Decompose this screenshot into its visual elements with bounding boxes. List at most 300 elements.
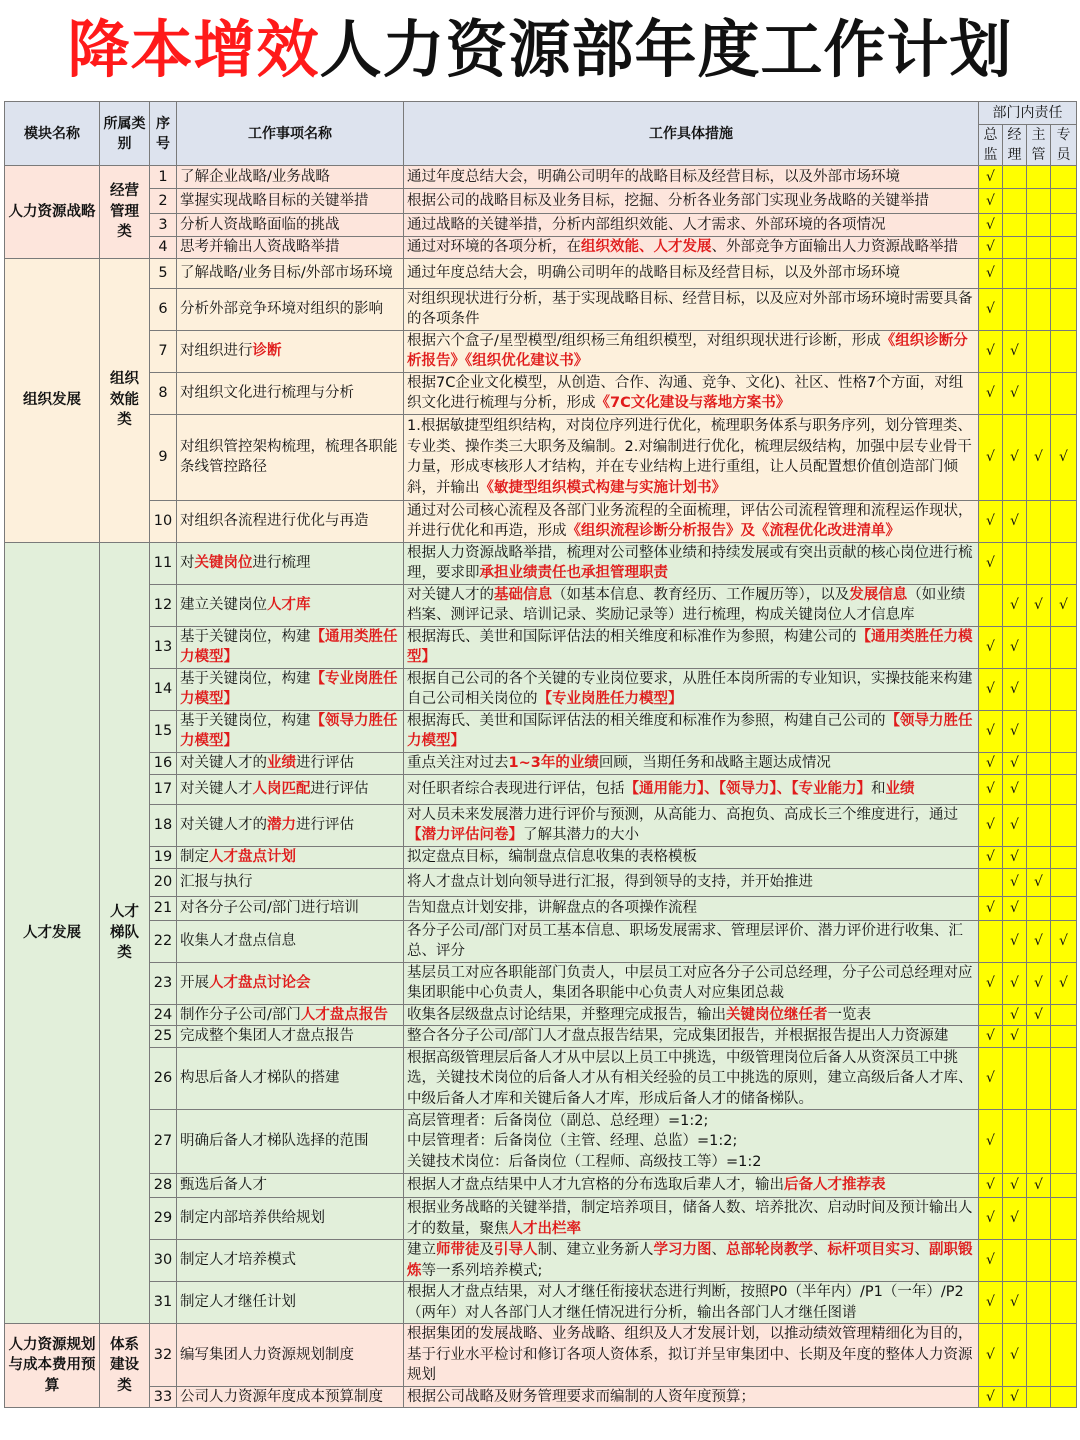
task-name	[177, 668, 404, 710]
check-supervisor	[1027, 1386, 1051, 1408]
row-number: 11	[150, 542, 177, 584]
measure-text: 制、建立业务新人	[537, 1242, 654, 1258]
check-director: √	[979, 846, 1003, 868]
measure-text: 1.根据敏捷型组织结构，对岗位序列进行优化，梳理职务体系与职务序列，划分管理类、专业类、操作类三大职务及编制。2.对编制进行优化，梳理层级结构，加强中层专业骨干力量，形成枣核形人才结构，并在专业结构上进行重组，让人员配置想价值创造部门倾斜，并输出	[407, 418, 972, 496]
check-manager: √	[1003, 626, 1027, 668]
task-name-text: 对关键人才	[180, 780, 253, 797]
measure-text: 通过对环境的各项分析，在	[407, 239, 581, 255]
task-measures	[404, 584, 979, 626]
measure-text: 、	[813, 1242, 828, 1258]
task-measures	[404, 920, 979, 962]
check-director	[979, 868, 1003, 896]
check-specialist	[1051, 1386, 1077, 1408]
measure-text: 重点关注对过去	[407, 754, 509, 771]
task-name-highlight: 诊断	[252, 342, 282, 359]
table-row	[5, 846, 1077, 868]
task-measures	[404, 752, 979, 774]
category-name: 组织效能类	[100, 258, 150, 542]
check-specialist: √	[1051, 414, 1077, 500]
check-supervisor	[1027, 804, 1051, 846]
check-supervisor	[1027, 774, 1051, 804]
measure-highlight: 《敏捷型组织模式构建与实施计划书》	[479, 479, 726, 496]
check-director: √	[979, 752, 1003, 774]
check-supervisor: √	[1027, 962, 1051, 1004]
measure-text: 根据公司战略及财务管理要求而编制的人资年度预算；	[407, 1388, 755, 1405]
task-name	[177, 804, 404, 846]
check-specialist	[1051, 1198, 1077, 1240]
measure-text: 根据集团的发展战略、业务战略、组织及人才发展计划，以推动绩效管理精细化为目的，基于行业水平检讨和修订各项人资体系，拟订并呈审集团中、长期及年度的整体人力资源规划	[407, 1326, 973, 1383]
check-manager	[1003, 166, 1027, 189]
row-number: 7	[150, 330, 177, 372]
check-specialist	[1051, 846, 1077, 868]
measure-text: 高层管理者：后备岗位（副总、总经理）=1:2;	[407, 1112, 709, 1129]
task-name-text: 开展	[180, 974, 209, 991]
table-row	[5, 237, 1077, 259]
check-supervisor	[1027, 330, 1051, 372]
row-number: 27	[150, 1110, 177, 1174]
task-name-text: 进行评估	[296, 754, 354, 771]
row-number: 14	[150, 668, 177, 710]
row-number: 26	[150, 1047, 177, 1110]
check-director	[979, 584, 1003, 626]
measure-highlight: 【通用能力】、【领导力】、【专业能力】	[624, 780, 871, 797]
task-name-text: 制定	[180, 848, 209, 865]
check-supervisor	[1027, 258, 1051, 288]
check-director: √	[979, 1047, 1003, 1110]
measure-text: （如基本信息、教育经历、工作履历等），以及	[552, 586, 850, 603]
check-manager: √	[1003, 1386, 1027, 1408]
check-director: √	[979, 668, 1003, 710]
check-director: √	[979, 288, 1003, 330]
module-name: 人力资源规划与成本费用预算	[5, 1324, 100, 1408]
table-row	[5, 584, 1077, 626]
task-name	[177, 1174, 404, 1198]
check-supervisor	[1027, 846, 1051, 868]
table-row	[5, 920, 1077, 962]
title-main: 人力资源部年度工作计划	[319, 13, 1013, 86]
measure-text: 及	[479, 1242, 494, 1258]
task-name-highlight: 【通用类胜任力模型】	[180, 628, 398, 665]
task-measures	[404, 414, 979, 500]
task-name-text: 对关键人才的	[180, 754, 267, 771]
measure-text: 将人才盘点计划向领导进行汇报，得到领导的支持，并开始推进	[407, 873, 813, 890]
row-number: 13	[150, 626, 177, 668]
header-measures: 工作具体措施	[404, 102, 979, 166]
measure-highlight: 组织效能、人才发展	[581, 239, 712, 255]
check-manager: √	[1003, 414, 1027, 500]
check-manager: √	[1003, 710, 1027, 752]
check-manager: √	[1003, 1282, 1027, 1324]
check-supervisor	[1027, 710, 1051, 752]
task-measures	[404, 1026, 979, 1048]
measure-text: 根据六个盒子/星型模型/组织杨三角组织模型，对组织现状进行诊断，形成	[407, 332, 881, 349]
check-manager	[1003, 1047, 1027, 1110]
check-supervisor: √	[1027, 868, 1051, 896]
check-manager: √	[1003, 584, 1027, 626]
table-row	[5, 214, 1077, 237]
task-name-text: 基于关键岗位，构建	[180, 712, 311, 729]
check-manager	[1003, 1240, 1027, 1282]
check-manager: √	[1003, 962, 1027, 1004]
task-measures	[404, 214, 979, 237]
category-name: 人才梯队类	[100, 542, 150, 1324]
task-measures	[404, 1240, 979, 1282]
table-row	[5, 1198, 1077, 1240]
check-manager: √	[1003, 372, 1027, 414]
check-manager	[1003, 1110, 1027, 1174]
measure-text: 建立	[407, 1242, 436, 1258]
check-supervisor	[1027, 668, 1051, 710]
task-measures	[404, 189, 979, 214]
check-specialist	[1051, 166, 1077, 189]
check-director: √	[979, 710, 1003, 752]
table-row	[5, 1047, 1077, 1110]
task-name-text: 基于关键岗位，构建	[180, 670, 311, 687]
measure-text: 通过战略的关键举措，分析内部组织效能、人才需求、外部环境的各项情况	[407, 216, 886, 233]
check-manager: √	[1003, 752, 1027, 774]
table-row	[5, 752, 1077, 774]
check-supervisor	[1027, 896, 1051, 920]
task-name	[177, 868, 404, 896]
row-number: 33	[150, 1386, 177, 1408]
table-row	[5, 1026, 1077, 1048]
check-supervisor	[1027, 189, 1051, 214]
check-specialist	[1051, 1004, 1077, 1026]
task-measures	[404, 1198, 979, 1240]
task-name-text: 对组织各流程进行优化与再造	[180, 512, 369, 529]
measure-highlight: 1~3年的业绩	[508, 754, 599, 771]
table-row	[5, 330, 1077, 372]
check-director: √	[979, 774, 1003, 804]
check-manager: √	[1003, 846, 1027, 868]
measure-text: 等一系列培养模式;	[421, 1262, 543, 1279]
measure-text: 各分子公司/部门对员工基本信息、职场发展需求、管理层评价、潜力评价进行收集、汇总、评分	[407, 922, 963, 959]
task-name-highlight: 【专业岗胜任力模型】	[180, 670, 398, 707]
title-highlight: 降本增效	[67, 13, 320, 86]
task-name-text: 制作分子公司/部门	[180, 1006, 301, 1023]
task-name	[177, 1110, 404, 1174]
task-name	[177, 1198, 404, 1240]
table-row	[5, 542, 1077, 584]
header-name: 工作事项名称	[177, 102, 404, 166]
table-row	[5, 166, 1077, 189]
table-row	[5, 1240, 1077, 1282]
task-name-text: 进行评估	[296, 816, 354, 833]
task-name	[177, 500, 404, 542]
check-specialist: √	[1051, 920, 1077, 962]
check-manager: √	[1003, 868, 1027, 896]
measure-text: 根据人力资源战略举措，梳理对公司整体业绩和持续发展或有突出贡献的核心岗位进行梳理，要求即	[407, 544, 973, 581]
check-manager	[1003, 258, 1027, 288]
task-name-text: 了解企业战略/业务战略	[180, 168, 330, 185]
check-supervisor	[1027, 752, 1051, 774]
task-measures	[404, 962, 979, 1004]
check-director: √	[979, 1386, 1003, 1408]
row-number: 8	[150, 372, 177, 414]
check-supervisor	[1027, 214, 1051, 237]
task-name-highlight: 关键岗位	[194, 554, 253, 571]
check-supervisor	[1027, 626, 1051, 668]
measure-text: 根据公司的战略目标及业务目标，挖掘、分析各业务部门实现业务战略的关键举措	[407, 192, 929, 209]
check-manager: √	[1003, 1198, 1027, 1240]
measure-text: 根据海氏、美世和国际评估法的相关维度和标准作为参照，构建公司的	[407, 628, 857, 645]
table-row	[5, 962, 1077, 1004]
row-number: 4	[150, 237, 177, 259]
measure-text: 对关键人才的	[407, 586, 494, 603]
task-name-highlight: 人才盘点讨论会	[209, 974, 311, 991]
check-manager: √	[1003, 1174, 1027, 1198]
task-name	[177, 962, 404, 1004]
measure-text: 对人员未来发展潜力进行评价与预测，从高能力、高抱负、高成长三个维度进行，通过	[407, 806, 958, 823]
check-supervisor	[1027, 1047, 1051, 1110]
table-row	[5, 668, 1077, 710]
check-director: √	[979, 962, 1003, 1004]
task-name	[177, 414, 404, 500]
check-supervisor	[1027, 500, 1051, 542]
task-name-text: 对组织文化进行梳理与分析	[180, 384, 354, 401]
check-supervisor	[1027, 237, 1051, 259]
task-measures	[404, 237, 979, 259]
task-measures	[404, 804, 979, 846]
row-number: 29	[150, 1198, 177, 1240]
measure-highlight: 人才出栏率	[508, 1220, 581, 1237]
check-specialist	[1051, 330, 1077, 372]
check-supervisor: √	[1027, 414, 1051, 500]
row-number: 15	[150, 710, 177, 752]
check-director: √	[979, 804, 1003, 846]
task-name	[177, 1047, 404, 1110]
task-name	[177, 258, 404, 288]
task-name	[177, 626, 404, 668]
measure-text: 告知盘点计划安排，讲解盘点的各项操作流程	[407, 899, 697, 916]
category-name: 经营管理类	[100, 166, 150, 259]
row-number: 2	[150, 189, 177, 214]
check-director	[979, 1004, 1003, 1026]
measure-text: 通过年度总结大会，明确公司明年的战略目标及经营目标，以及外部市场环境	[407, 264, 900, 281]
row-number: 9	[150, 414, 177, 500]
task-measures	[404, 288, 979, 330]
task-name-text: 收集人才盘点信息	[180, 932, 296, 949]
check-specialist	[1051, 1026, 1077, 1048]
header-responsibility: 部门内责任	[979, 102, 1077, 125]
check-specialist	[1051, 500, 1077, 542]
task-name-text: 对各分子公司/部门进行培训	[180, 899, 359, 916]
task-name-text: 基于关键岗位，构建	[180, 628, 311, 645]
task-measures	[404, 500, 979, 542]
task-name-text: 对关键人才的	[180, 816, 267, 833]
measure-text: 根据自己公司的各个关键的专业岗位要求，从胜任本岗所需的专业知识，实操技能来构建自己公司相关岗位的	[407, 670, 973, 707]
row-number: 22	[150, 920, 177, 962]
measure-text: 根据高级管理层后备人才从中层以上员工中挑选，中级管理岗位后备人从资深员工中挑选，关键技术岗位的后备人才从有相关经验的员工中挑选的原则，建立高级后备人才库、中级后备人才库和关键后备人才库，形成后备人才的储备梯队。	[407, 1049, 973, 1107]
measure-highlight: 发展信息	[849, 586, 908, 603]
measure-text: 关键技术岗位：后备岗位（工程师、高级技工等）=1:2	[407, 1153, 762, 1170]
task-name-text: 分析外部竞争环境对组织的影响	[180, 300, 383, 317]
module-name: 人力资源战略	[5, 166, 100, 259]
table-row	[5, 1110, 1077, 1174]
task-measures	[404, 258, 979, 288]
task-name-text: 分析人资战略面临的挑战	[180, 216, 340, 233]
task-name-text: 明确后备人才梯队选择的范围	[180, 1133, 369, 1150]
measure-text: 、外部竞争方面输出人力资源战略举措	[711, 239, 958, 255]
measure-highlight: 副职锻炼	[407, 1242, 973, 1279]
measure-text: 通过对公司核心流程及各部门业务流程的全面梳理，评估公司流程管理和流程运作现状，并进行优化和再造，形成	[407, 502, 973, 539]
task-name-highlight: 人才盘点报告	[300, 1006, 388, 1023]
task-name	[177, 846, 404, 868]
task-name-text: 制定内部培养供给规划	[180, 1210, 325, 1227]
task-name	[177, 920, 404, 962]
task-name-highlight: 人才库	[267, 596, 311, 613]
check-supervisor	[1027, 1324, 1051, 1387]
check-specialist	[1051, 804, 1077, 846]
task-name	[177, 1386, 404, 1408]
task-name	[177, 214, 404, 237]
measure-text: 拟定盘点目标，编制盘点信息收集的表格模板	[407, 848, 697, 865]
task-measures	[404, 896, 979, 920]
table-row	[5, 804, 1077, 846]
check-director: √	[979, 1198, 1003, 1240]
check-manager: √	[1003, 500, 1027, 542]
task-measures	[404, 1282, 979, 1324]
check-director: √	[979, 237, 1003, 259]
check-director: √	[979, 542, 1003, 584]
table-row	[5, 868, 1077, 896]
task-name-text: 对组织管控架构梳理，梳理各职能条线管控路径	[180, 438, 398, 475]
task-name	[177, 189, 404, 214]
task-name	[177, 774, 404, 804]
check-specialist	[1051, 868, 1077, 896]
measure-highlight: 【通用类胜任力模型】	[407, 628, 973, 665]
table-row	[5, 288, 1077, 330]
task-name-text: 构思后备人才梯队的搭建	[180, 1070, 340, 1086]
task-name-text: 了解战略/业务目标/外部市场环境	[180, 264, 393, 281]
check-supervisor	[1027, 1110, 1051, 1174]
task-name	[177, 330, 404, 372]
task-name-highlight: 【领导力胜任力模型】	[180, 712, 398, 749]
check-manager: √	[1003, 896, 1027, 920]
check-supervisor: √	[1027, 584, 1051, 626]
header-module: 模块名称	[5, 102, 100, 166]
task-name	[177, 1004, 404, 1026]
table-row	[5, 372, 1077, 414]
task-measures	[404, 1386, 979, 1408]
check-specialist	[1051, 626, 1077, 668]
check-specialist	[1051, 668, 1077, 710]
check-specialist	[1051, 1240, 1077, 1282]
task-name-text: 进行评估	[310, 780, 369, 797]
check-director: √	[979, 1324, 1003, 1387]
measure-highlight: 基础信息	[494, 586, 552, 603]
task-name	[177, 710, 404, 752]
table-row	[5, 626, 1077, 668]
row-number: 30	[150, 1240, 177, 1282]
module-name: 组织发展	[5, 258, 100, 542]
measure-text: 中层管理者：后备岗位（主管、经理、总监）=1:2;	[407, 1133, 738, 1150]
check-specialist	[1051, 288, 1077, 330]
measure-text: 、	[711, 1242, 726, 1258]
task-name-text: 思考并输出人资战略举措	[180, 239, 340, 255]
check-manager: √	[1003, 1004, 1027, 1026]
check-director: √	[979, 1110, 1003, 1174]
task-name-text: 制定人才继任计划	[180, 1294, 296, 1311]
measure-highlight: 引导人	[494, 1242, 538, 1258]
measure-text: 对组织现状进行分析，基于实现战略目标、经营目标，以及应对外部市场环境时需要具备的各项条件	[407, 290, 973, 327]
task-measures	[404, 1047, 979, 1110]
check-supervisor	[1027, 288, 1051, 330]
task-measures	[404, 542, 979, 584]
measure-text: 通过年度总结大会，明确公司明年的战略目标及经营目标，以及外部市场环境	[407, 168, 900, 185]
check-supervisor: √	[1027, 920, 1051, 962]
check-specialist	[1051, 258, 1077, 288]
check-specialist	[1051, 1110, 1077, 1174]
measure-highlight: 《组织流程诊断分析报告》及《流程优化改进清单》	[566, 523, 900, 539]
row-number: 12	[150, 584, 177, 626]
check-specialist	[1051, 710, 1077, 752]
table-row	[5, 1004, 1077, 1026]
task-name-text: 建立关键岗位	[180, 596, 267, 613]
measure-text: 根据人才盘点结果，对人才继任衔接状态进行判断，按照P0（半年内）/P1（一年）/P2（两年）对人各部门人才继任情况进行分析，输出各部门人才继任图谱	[407, 1284, 964, 1321]
row-number: 24	[150, 1004, 177, 1026]
check-director: √	[979, 1240, 1003, 1282]
check-specialist	[1051, 1174, 1077, 1198]
task-name-highlight: 人才盘点计划	[209, 848, 296, 865]
table-row	[5, 774, 1077, 804]
header-role-manager: 经理	[1003, 125, 1027, 166]
check-specialist	[1051, 752, 1077, 774]
task-name	[177, 372, 404, 414]
check-manager: √	[1003, 920, 1027, 962]
measure-text: 根据业务战略的关键举措，制定培养项目，储备人数、培养批次、启动时间及预计输出人才的数量，聚焦	[407, 1200, 973, 1237]
check-supervisor	[1027, 1026, 1051, 1048]
task-name-text: 甄选后备人才	[180, 1177, 267, 1194]
row-number: 20	[150, 868, 177, 896]
row-number: 28	[150, 1174, 177, 1198]
task-name-text: 公司人力资源年度成本预算制度	[180, 1388, 383, 1405]
row-number: 3	[150, 214, 177, 237]
work-plan-table	[4, 101, 1077, 1408]
check-specialist	[1051, 774, 1077, 804]
measure-highlight: 《组织诊断分析报告》《组织优化建议书》	[407, 332, 968, 369]
header-role-specialist: 专员	[1051, 125, 1077, 166]
task-measures	[404, 1174, 979, 1198]
task-name-text: 汇报与执行	[180, 873, 253, 890]
measure-highlight: 业绩	[885, 780, 915, 797]
table-row	[5, 1282, 1077, 1324]
check-manager	[1003, 288, 1027, 330]
check-manager	[1003, 542, 1027, 584]
task-name	[177, 542, 404, 584]
check-director: √	[979, 500, 1003, 542]
header-role-supervisor: 主管	[1027, 125, 1051, 166]
check-supervisor: √	[1027, 1004, 1051, 1026]
check-supervisor	[1027, 166, 1051, 189]
check-director: √	[979, 896, 1003, 920]
measure-highlight: 【专业岗胜任力模型】	[537, 691, 683, 707]
header-role-director: 总监	[979, 125, 1003, 166]
task-measures	[404, 774, 979, 804]
check-director	[979, 920, 1003, 962]
task-name-text: 对	[180, 554, 195, 571]
header-category: 所属类别	[100, 102, 150, 166]
check-manager	[1003, 214, 1027, 237]
task-measures	[404, 1324, 979, 1387]
task-name-highlight: 人岗匹配	[252, 780, 311, 797]
task-measures	[404, 1004, 979, 1026]
category-name: 体系建设类	[100, 1324, 150, 1408]
measure-highlight: 标杆项目实习	[827, 1242, 915, 1258]
task-name	[177, 584, 404, 626]
task-name-text: 制定人才培养模式	[180, 1252, 296, 1269]
task-name-text: 对组织进行	[180, 342, 253, 359]
